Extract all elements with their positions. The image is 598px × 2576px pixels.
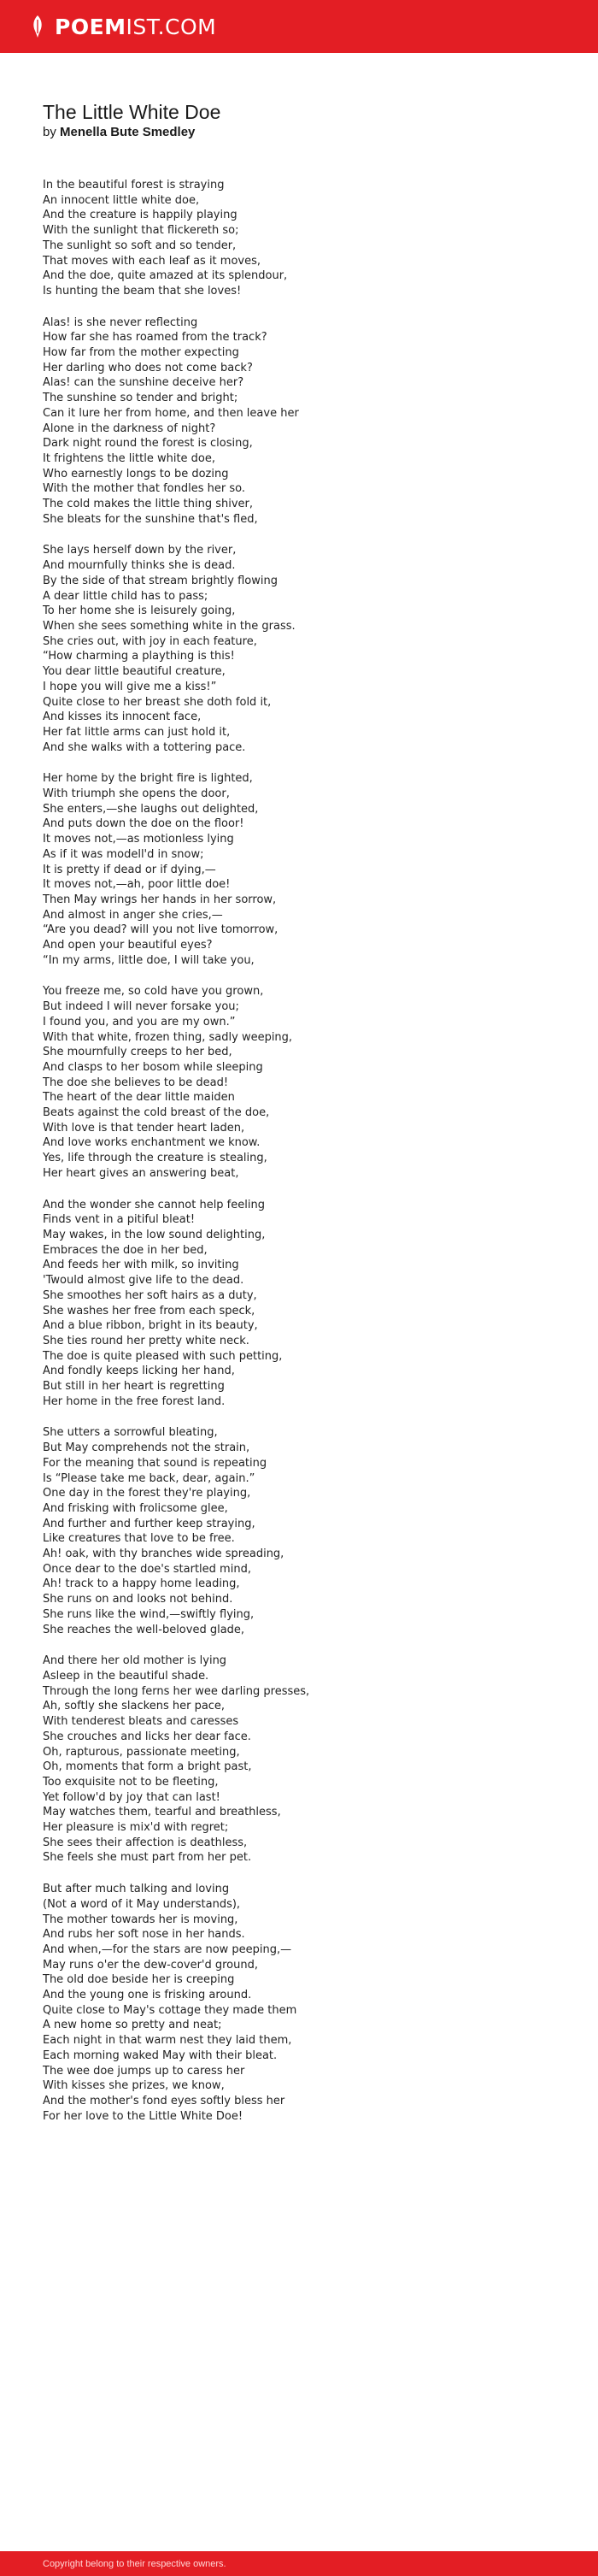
poem-line: She lays herself down by the river, [43, 544, 237, 557]
poem-line: And the wonder she cannot help feeling [43, 1198, 265, 1211]
poem-line: And kisses its innocent face, [43, 710, 202, 724]
poem-stanza [43, 1425, 555, 1637]
poem-line: One day in the forest they're playing, [43, 1487, 251, 1500]
poem-line: With triumph she opens the door, [43, 787, 230, 801]
poem-line: Oh, moments that form a bright past, [43, 1760, 252, 1774]
poem-line: When she sees something white in the grass. [43, 619, 296, 633]
poem-line: The cold makes the little thing shiver, [43, 498, 253, 511]
poem-line: Alone in the darkness of night? [43, 421, 216, 435]
poem-line: For her love to the Little White Doe! [43, 2109, 243, 2123]
poem-line: And the creature is happily playing [43, 209, 237, 222]
poem-line: You freeze me, so cold have you grown, [43, 985, 264, 999]
poem-line: She runs like the wind,—swiftly flying, [43, 1607, 255, 1621]
poem-author[interactable]: Menella Bute Smedley [60, 125, 196, 139]
poem-line: Alas! is she never reflecting [43, 315, 198, 329]
poem-line: It moves not,—as motionless lying [43, 833, 234, 846]
poem-line: And mournfully thinks she is dead. [43, 559, 236, 573]
poem-line: And puts down the doe on the floor! [43, 817, 244, 831]
poem-line: And the doe, quite amazed at its splendour, [43, 269, 288, 283]
logo-bold-text: POEM [55, 14, 126, 39]
poem-line: She enters,—she laughs out delighted, [43, 802, 259, 816]
poem-line: She ties round her pretty white neck. [43, 1334, 249, 1347]
poem-line: You dear little beautiful creature, [43, 665, 226, 679]
poem-line: And clasps to her bosom while sleeping [43, 1060, 263, 1074]
poem-line: (Not a word of it May understands), [43, 1897, 241, 1911]
poem-stanza [43, 1882, 555, 2124]
poem-line: “How charming a plaything is this! [43, 650, 235, 663]
poem-line: “In my arms, little doe, I will take you, [43, 953, 255, 967]
poem-line: She feels she must part from her pet. [43, 1851, 252, 1865]
poem-line: She bleats for the sunshine that's fled, [43, 512, 258, 526]
poem-line: Ah, softly she slackens her pace, [43, 1700, 226, 1713]
site-logo[interactable] [55, 15, 216, 39]
poem-line: How far she has roamed from the track? [43, 331, 267, 345]
poem-line: And love works enchantment we know. [43, 1136, 261, 1150]
poem-line: Yes, life through the creature is stealing, [43, 1152, 267, 1165]
poem-line: And open your beautiful eyes? [43, 939, 213, 952]
poem-line: Her heart gives an answering beat, [43, 1166, 239, 1180]
poem-line: A dear little child has to pass; [43, 589, 208, 603]
poem-line: A new home so pretty and neat; [43, 2019, 222, 2032]
poem-stanza [43, 178, 555, 299]
poem-stanza [43, 984, 555, 1181]
poem-line: As if it was modell'd in snow; [43, 847, 204, 861]
poem-line: And rubs her soft nose in her hands. [43, 1928, 245, 1942]
poem-line: Her home in the free forest land. [43, 1394, 226, 1408]
poem-line: An innocent little white doe, [43, 193, 200, 207]
poem-line: The heart of the dear little maiden [43, 1091, 235, 1105]
poem-line: The doe she believes to be dead! [43, 1076, 229, 1089]
poem-line: Quite close to May's cottage they made them [43, 2003, 297, 2017]
poem-line: May wakes, in the low sound delighting, [43, 1229, 266, 1241]
poem-line: And the mother's fond eyes softly bless her [43, 2094, 285, 2107]
poem-line: Is “Please take me back, dear, again.” [43, 1471, 255, 1485]
poem-line: With kisses she prizes, we know, [43, 2079, 225, 2093]
poem-line: To her home she is leisurely going, [43, 604, 236, 618]
poem-line: And she walks with a tottering pace. [43, 740, 246, 754]
site-header [0, 0, 598, 53]
poem-line: Too exquisite not to be fleeting, [43, 1775, 219, 1789]
quill-pen-icon[interactable] [29, 14, 46, 39]
poem-line: And when,—for the stars are now peeping,— [43, 1942, 292, 1956]
poem-line: The mother towards her is moving, [43, 1913, 238, 1926]
poem-line: And further and further keep straying, [43, 1517, 255, 1530]
poem-content [43, 100, 555, 2140]
poem-line: Finds vent in a pitiful bleat! [43, 1213, 196, 1227]
poem-line: Oh, rapturous, passionate meeting, [43, 1745, 240, 1759]
poem-line: The sunlight so soft and so tender, [43, 239, 237, 252]
poem-line: Her pleasure is mix'd with regret; [43, 1821, 229, 1835]
poem-line: With tenderest bleats and caresses [43, 1715, 239, 1729]
poem-line: I hope you will give me a kiss!” [43, 680, 217, 693]
poem-line: And fondly keeps licking her hand, [43, 1365, 235, 1378]
poem-line: Is hunting the beam that she loves! [43, 284, 242, 298]
site-footer [0, 2551, 598, 2576]
poem-line: Ah! oak, with thy branches wide spreading, [43, 1547, 284, 1561]
poem-line: With the sunlight that flickereth so; [43, 224, 239, 238]
logo-light-text: IST.COM [126, 14, 217, 39]
poem-line: With the mother that fondles her so. [43, 482, 245, 496]
poem-stanza [43, 543, 555, 755]
poem-line: Her fat little arms can just hold it, [43, 725, 231, 739]
poem-line: Beats against the cold breast of the doe, [43, 1106, 270, 1120]
poem-line: Asleep in the beautiful shade. [43, 1669, 209, 1683]
poem-line: But indeed I will never forsake you; [43, 1000, 239, 1014]
poem-line: Through the long ferns her wee darling presses, [43, 1684, 310, 1698]
by-label: by [43, 125, 56, 139]
poem-line: For the meaning that sound is repeating [43, 1456, 267, 1470]
poem-line: She runs on and looks not behind. [43, 1593, 233, 1606]
poem-title: The Little White Doe [43, 101, 221, 123]
poem-line: But after much talking and loving [43, 1883, 230, 1896]
poem-line: Each night in that warm nest they laid them, [43, 2034, 292, 2048]
poem-line: “Are you dead? will you not live tomorrow, [43, 923, 278, 937]
poem-line: Each morning waked May with their bleat. [43, 2048, 278, 2062]
poem-line: And frisking with frolicsome glee, [43, 1501, 228, 1515]
poem-line: Her home by the bright fire is lighted, [43, 772, 253, 786]
poem-line: I found you, and you are my own.” [43, 1015, 236, 1029]
poem-line: Dark night round the forest is closing, [43, 437, 253, 451]
poem-line: It frightens the little white doe, [43, 451, 216, 465]
poem-stanza [43, 771, 555, 968]
poem-line: She reaches the well-beloved glade, [43, 1623, 245, 1636]
poem-line: With that white, frozen thing, sadly weeping, [43, 1030, 293, 1044]
poem-line: Her darling who does not come back? [43, 361, 253, 374]
poem-line: The doe is quite pleased with such petting, [43, 1349, 283, 1363]
poem-body [43, 178, 555, 2124]
poem-line: But still in her heart is regretting [43, 1380, 225, 1394]
poem-line: And a blue ribbon, bright in its beauty, [43, 1319, 258, 1333]
poem-line: Quite close to her breast she doth fold it, [43, 695, 272, 709]
poem-line: The wee doe jumps up to caress her [43, 2064, 245, 2078]
poem-line: That moves with each leaf as it moves, [43, 254, 261, 268]
poem-line: Once dear to the doe's startled mind, [43, 1562, 251, 1576]
poem-line: Alas! can the sunshine deceive her? [43, 376, 244, 390]
poem-line: She utters a sorrowful bleating, [43, 1426, 218, 1440]
poem-line: She washes her free from each speck, [43, 1304, 255, 1317]
poem-line: In the beautiful forest is straying [43, 179, 225, 192]
poem-line: May runs o'er the dew-cover'd ground, [43, 1958, 259, 1972]
poem-line: It is pretty if dead or if dying,— [43, 863, 216, 876]
poem-stanza [43, 315, 555, 528]
poem-line: Ah! track to a happy home leading, [43, 1577, 240, 1591]
poem-line: And feeds her with milk, so inviting [43, 1259, 239, 1272]
poem-line: Yet follow'd by joy that can last! [43, 1790, 220, 1804]
poem-line: 'Twould almost give life to the dead. [43, 1274, 244, 1288]
poem-byline [43, 125, 555, 140]
poem-line: With love is that tender heart laden, [43, 1121, 245, 1135]
poem-line: Then May wrings her hands in her sorrow, [43, 893, 277, 906]
copyright-text: Copyright belong to their respective owners. [43, 2558, 226, 2569]
poem-line: But May comprehends not the strain, [43, 1441, 250, 1455]
poem-line: And almost in anger she cries,— [43, 908, 223, 922]
poem-line: Embraces the doe in her bed, [43, 1243, 208, 1257]
poem-line: She smoothes her soft hairs as a duty, [43, 1288, 257, 1302]
poem-line: May watches them, tearful and breathless, [43, 1806, 281, 1819]
poem-line: The old doe beside her is creeping [43, 1973, 235, 1987]
poem-line: How far from the mother expecting [43, 346, 239, 360]
poem-line: She sees their affection is deathless, [43, 1836, 248, 1849]
poem-line: She crouches and licks her dear face. [43, 1730, 251, 1743]
poem-line: She cries out, with joy in each feature, [43, 634, 257, 648]
poem-line: And there her old mother is lying [43, 1654, 227, 1668]
poem-stanza [43, 1198, 555, 1410]
poem-stanza [43, 1653, 555, 1866]
poem-line: Can it lure her from home, and then leave her [43, 406, 299, 420]
poem-line: She mournfully creeps to her bed, [43, 1046, 232, 1059]
poem-line: And the young one is frisking around. [43, 1989, 252, 2002]
poem-line: By the side of that stream brightly flowing [43, 574, 278, 587]
poem-line: The sunshine so tender and bright; [43, 392, 238, 405]
poem-line: It moves not,—ah, poor little doe! [43, 878, 231, 892]
poem-line: Like creatures that love to be free. [43, 1532, 235, 1546]
poem-line: Who earnestly longs to be dozing [43, 467, 229, 480]
